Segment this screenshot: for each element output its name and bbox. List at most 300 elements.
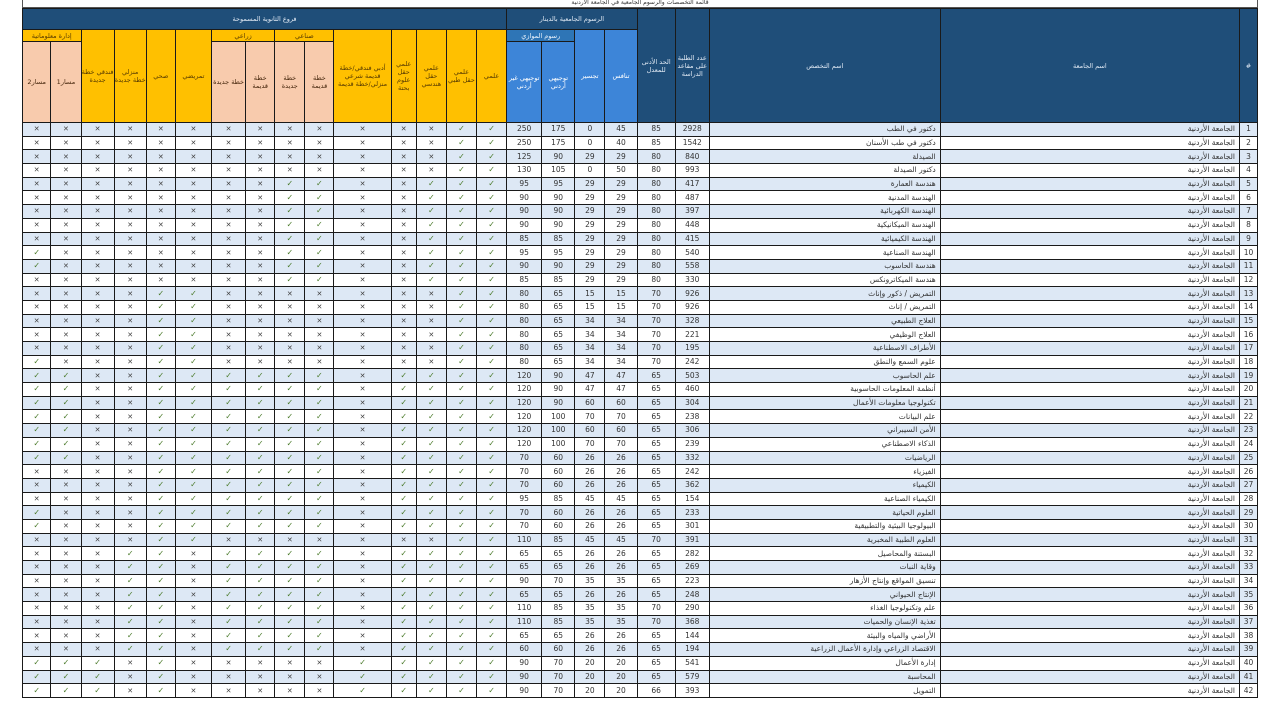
branch-home-new-cross-icon: ✕	[114, 123, 146, 137]
branch-sci-engineering-check-icon: ✓	[416, 492, 446, 506]
branch-agricultural-new-cross-icon: ✕	[212, 123, 246, 137]
branch-health-cross-icon: ✕	[146, 164, 175, 178]
competitive-fee-cell: 47	[605, 369, 637, 383]
branch-scientific-check-icon: ✓	[476, 328, 506, 342]
capacity-cell: 397	[675, 205, 709, 219]
branch-home-new-check-icon: ✓	[114, 574, 146, 588]
specialization-cell: التمريض / ذكور وإناث	[709, 287, 940, 301]
branch-scientific-check-icon: ✓	[476, 383, 506, 397]
capacity-cell: 541	[675, 656, 709, 670]
specialization-cell: الهندسة الميكانيكية	[709, 218, 940, 232]
branch-sci-medical-check-icon: ✓	[446, 246, 476, 260]
branch-scientific-check-icon: ✓	[476, 533, 506, 547]
branch-track-2-cross-icon: ✕	[23, 629, 51, 643]
branch-sci-pure-cross-icon: ✕	[391, 218, 416, 232]
branch-industrial-old-check-icon: ✓	[305, 519, 334, 533]
table-row	[23, 670, 1258, 684]
specialization-cell: البيولوجيا البيئية والتطبيقية	[709, 519, 940, 533]
specialization-cell: الإنتاج الحيواني	[709, 588, 940, 602]
capacity-cell: 558	[675, 259, 709, 273]
competitive-fee-cell: 40	[605, 136, 637, 150]
branch-track-2-cross-icon: ✕	[23, 314, 51, 328]
branch-literary-cross-icon: ✕	[334, 615, 391, 629]
branch-agricultural-new-check-icon: ✓	[212, 410, 246, 424]
parallel-jordanian-fee-cell: 175	[542, 123, 575, 137]
row-index: 10	[1239, 246, 1257, 260]
branch-sci-engineering-cross-icon: ✕	[416, 136, 446, 150]
bridging-fee-cell: 26	[575, 629, 605, 643]
min-average-cell: 65	[637, 574, 675, 588]
specialization-cell: الأراضي والمياه والبيئة	[709, 629, 940, 643]
branch-agricultural-new-cross-icon: ✕	[212, 355, 246, 369]
parallel-non-jordanian-fee-cell: 80	[507, 342, 542, 356]
parallel-non-jordanian-fee-cell: 85	[507, 232, 542, 246]
branch-sci-medical-check-icon: ✓	[446, 205, 476, 219]
specialization-cell: التمريض / إناث	[709, 300, 940, 314]
branch-sci-medical-check-icon: ✓	[446, 478, 476, 492]
row-index: 41	[1239, 670, 1257, 684]
parallel-jordanian-fee-cell: 95	[542, 246, 575, 260]
branch-sci-medical-check-icon: ✓	[446, 519, 476, 533]
branch-track-1-check-icon: ✓	[51, 451, 81, 465]
row-index: 21	[1239, 396, 1257, 410]
university-cell: الجامعة الأردنية	[940, 287, 1239, 301]
specialization-cell: دكتور في الطب	[709, 123, 940, 137]
branch-scientific-check-icon: ✓	[476, 136, 506, 150]
branch-sci-engineering-check-icon: ✓	[416, 615, 446, 629]
competitive-fee-cell: 15	[605, 300, 637, 314]
branch-scientific-check-icon: ✓	[476, 259, 506, 273]
branch-sci-pure-cross-icon: ✕	[391, 164, 416, 178]
university-cell: الجامعة الأردنية	[940, 314, 1239, 328]
branch-sci-medical-check-icon: ✓	[446, 656, 476, 670]
branch-literary-cross-icon: ✕	[334, 369, 391, 383]
capacity-cell: 393	[675, 684, 709, 698]
row-index: 23	[1239, 424, 1257, 438]
table-row	[23, 424, 1258, 438]
branch-industrial-new-check-icon: ✓	[275, 232, 305, 246]
branch-hotel-new-cross-icon: ✕	[81, 615, 114, 629]
branch-sci-medical-check-icon: ✓	[446, 670, 476, 684]
branch-sci-engineering-check-icon: ✓	[416, 519, 446, 533]
branch-health-check-icon: ✓	[146, 314, 175, 328]
branch-health-check-icon: ✓	[146, 602, 175, 616]
branch-nursing-check-icon: ✓	[175, 410, 211, 424]
bridging-fee-cell: 70	[575, 437, 605, 451]
branch-industrial-new-cross-icon: ✕	[275, 164, 305, 178]
branch-nursing-cross-icon: ✕	[175, 643, 211, 657]
branch-sci-pure-cross-icon: ✕	[391, 273, 416, 287]
branch-health-check-icon: ✓	[146, 684, 175, 698]
branch-agricultural-old-cross-icon: ✕	[246, 287, 275, 301]
university-cell: الجامعة الأردنية	[940, 396, 1239, 410]
competitive-fee-cell: 34	[605, 314, 637, 328]
branch-agricultural-old-cross-icon: ✕	[246, 355, 275, 369]
parallel-jordanian-fee-cell: 65	[542, 355, 575, 369]
university-cell: الجامعة الأردنية	[940, 218, 1239, 232]
branch-agricultural-old-check-icon: ✓	[246, 492, 275, 506]
branch-literary-cross-icon: ✕	[334, 314, 391, 328]
specialization-cell: الاقتصاد الزراعي وإدارة الأعمال الزراعية	[709, 643, 940, 657]
table-row	[23, 246, 1258, 260]
capacity-cell: 448	[675, 218, 709, 232]
parallel-jordanian-fee-cell: 85	[542, 273, 575, 287]
table-row	[23, 369, 1258, 383]
branch-hotel-new-cross-icon: ✕	[81, 574, 114, 588]
branch-industrial-new-check-icon: ✓	[275, 191, 305, 205]
branch-sci-pure-check-icon: ✓	[391, 506, 416, 520]
branch-agricultural-new-check-icon: ✓	[212, 437, 246, 451]
branch-sci-engineering-cross-icon: ✕	[416, 150, 446, 164]
branch-track-1-cross-icon: ✕	[51, 561, 81, 575]
branch-track-1-cross-icon: ✕	[51, 533, 81, 547]
table-row	[23, 383, 1258, 397]
bridging-fee-cell: 29	[575, 177, 605, 191]
university-cell: الجامعة الأردنية	[940, 136, 1239, 150]
branch-agricultural-new-cross-icon: ✕	[212, 342, 246, 356]
branch-agricultural-new-cross-icon: ✕	[212, 300, 246, 314]
branch-scientific-check-icon: ✓	[476, 656, 506, 670]
branch-nursing-check-icon: ✓	[175, 492, 211, 506]
branch-agricultural-old-cross-icon: ✕	[246, 259, 275, 273]
capacity-cell: 221	[675, 328, 709, 342]
branch-nursing-check-icon: ✓	[175, 478, 211, 492]
branch-home-new-check-icon: ✓	[114, 602, 146, 616]
table-row	[23, 629, 1258, 643]
branch-industrial-old-check-icon: ✓	[305, 478, 334, 492]
table-row	[23, 656, 1258, 670]
branch-sci-engineering-check-icon: ✓	[416, 191, 446, 205]
header-scientific: علمي	[476, 30, 506, 123]
branch-track-1-check-icon: ✓	[51, 670, 81, 684]
branch-industrial-old-check-icon: ✓	[305, 273, 334, 287]
parallel-jordanian-fee-cell: 100	[542, 437, 575, 451]
competitive-fee-cell: 45	[605, 123, 637, 137]
branch-sci-medical-check-icon: ✓	[446, 273, 476, 287]
branch-agricultural-old-cross-icon: ✕	[246, 328, 275, 342]
specializations-table	[22, 8, 1258, 698]
branch-sci-pure-cross-icon: ✕	[391, 287, 416, 301]
branch-sci-medical-check-icon: ✓	[446, 588, 476, 602]
parallel-jordanian-fee-cell: 90	[542, 150, 575, 164]
specialization-cell: الهندسة المدنية	[709, 191, 940, 205]
parallel-non-jordanian-fee-cell: 65	[507, 561, 542, 575]
branch-agricultural-new-cross-icon: ✕	[212, 218, 246, 232]
branch-scientific-check-icon: ✓	[476, 218, 506, 232]
parallel-non-jordanian-fee-cell: 120	[507, 383, 542, 397]
branch-agricultural-old-check-icon: ✓	[246, 574, 275, 588]
row-index: 12	[1239, 273, 1257, 287]
bridging-fee-cell: 15	[575, 287, 605, 301]
branch-nursing-check-icon: ✓	[175, 465, 211, 479]
branch-sci-medical-check-icon: ✓	[446, 410, 476, 424]
branch-health-cross-icon: ✕	[146, 150, 175, 164]
branch-scientific-check-icon: ✓	[476, 424, 506, 438]
capacity-cell: 487	[675, 191, 709, 205]
branch-health-check-icon: ✓	[146, 383, 175, 397]
competitive-fee-cell: 26	[605, 478, 637, 492]
parallel-jordanian-fee-cell: 65	[542, 588, 575, 602]
bridging-fee-cell: 47	[575, 383, 605, 397]
branch-sci-medical-check-icon: ✓	[446, 437, 476, 451]
branch-industrial-old-cross-icon: ✕	[305, 533, 334, 547]
parallel-jordanian-fee-cell: 100	[542, 424, 575, 438]
branch-agricultural-old-check-icon: ✓	[246, 424, 275, 438]
bridging-fee-cell: 26	[575, 588, 605, 602]
branch-agricultural-new-check-icon: ✓	[212, 369, 246, 383]
specialization-cell: البستنة والمحاصيل	[709, 547, 940, 561]
branch-agricultural-new-check-icon: ✓	[212, 519, 246, 533]
min-average-cell: 65	[637, 643, 675, 657]
branch-scientific-check-icon: ✓	[476, 451, 506, 465]
branch-track-1-cross-icon: ✕	[51, 602, 81, 616]
branch-hotel-new-cross-icon: ✕	[81, 150, 114, 164]
branch-agricultural-old-check-icon: ✓	[246, 588, 275, 602]
parallel-jordanian-fee-cell: 90	[542, 218, 575, 232]
bridging-fee-cell: 35	[575, 615, 605, 629]
branch-sci-medical-check-icon: ✓	[446, 451, 476, 465]
branch-hotel-new-cross-icon: ✕	[81, 383, 114, 397]
min-average-cell: 70	[637, 602, 675, 616]
branch-hotel-new-cross-icon: ✕	[81, 602, 114, 616]
branch-sci-engineering-cross-icon: ✕	[416, 342, 446, 356]
branch-sci-pure-check-icon: ✓	[391, 656, 416, 670]
capacity-cell: 362	[675, 478, 709, 492]
bridging-fee-cell: 29	[575, 232, 605, 246]
branch-track-2-cross-icon: ✕	[23, 287, 51, 301]
min-average-cell: 65	[637, 656, 675, 670]
branch-sci-engineering-check-icon: ✓	[416, 465, 446, 479]
min-average-cell: 65	[637, 396, 675, 410]
branch-industrial-new-check-icon: ✓	[275, 506, 305, 520]
branch-track-1-cross-icon: ✕	[51, 588, 81, 602]
capacity-cell: 840	[675, 150, 709, 164]
table-body	[23, 123, 1258, 698]
min-average-cell: 65	[637, 369, 675, 383]
branch-hotel-new-cross-icon: ✕	[81, 410, 114, 424]
branch-hotel-new-cross-icon: ✕	[81, 123, 114, 137]
parallel-jordanian-fee-cell: 105	[542, 164, 575, 178]
competitive-fee-cell: 26	[605, 451, 637, 465]
branch-industrial-new-check-icon: ✓	[275, 588, 305, 602]
branch-track-2-cross-icon: ✕	[23, 300, 51, 314]
competitive-fee-cell: 60	[605, 396, 637, 410]
branch-hotel-new-cross-icon: ✕	[81, 478, 114, 492]
branch-track-2-cross-icon: ✕	[23, 232, 51, 246]
specialization-cell: الصيدلة	[709, 150, 940, 164]
branch-home-new-cross-icon: ✕	[114, 259, 146, 273]
header-track-2: مسار2	[23, 42, 51, 123]
university-cell: الجامعة الأردنية	[940, 355, 1239, 369]
branch-industrial-new-check-icon: ✓	[275, 273, 305, 287]
branch-sci-pure-check-icon: ✓	[391, 424, 416, 438]
branch-home-new-cross-icon: ✕	[114, 506, 146, 520]
bridging-fee-cell: 20	[575, 684, 605, 698]
table-row	[23, 136, 1258, 150]
branch-industrial-old-cross-icon: ✕	[305, 670, 334, 684]
competitive-fee-cell: 29	[605, 177, 637, 191]
branch-hotel-new-cross-icon: ✕	[81, 629, 114, 643]
branch-health-check-icon: ✓	[146, 561, 175, 575]
branch-agricultural-old-cross-icon: ✕	[246, 177, 275, 191]
branch-agricultural-new-cross-icon: ✕	[212, 136, 246, 150]
parallel-non-jordanian-fee-cell: 90	[507, 218, 542, 232]
branch-literary-cross-icon: ✕	[334, 561, 391, 575]
row-index: 22	[1239, 410, 1257, 424]
table-row	[23, 451, 1258, 465]
university-cell: الجامعة الأردنية	[940, 492, 1239, 506]
branch-scientific-check-icon: ✓	[476, 670, 506, 684]
competitive-fee-cell: 35	[605, 615, 637, 629]
branch-track-1-cross-icon: ✕	[51, 478, 81, 492]
specialization-cell: وقاية النبات	[709, 561, 940, 575]
parallel-jordanian-fee-cell: 65	[542, 287, 575, 301]
university-cell: الجامعة الأردنية	[940, 424, 1239, 438]
competitive-fee-cell: 34	[605, 342, 637, 356]
capacity-cell: 926	[675, 287, 709, 301]
branch-scientific-check-icon: ✓	[476, 369, 506, 383]
capacity-cell: 242	[675, 465, 709, 479]
capacity-cell: 330	[675, 273, 709, 287]
branch-industrial-new-cross-icon: ✕	[275, 656, 305, 670]
branch-agricultural-new-cross-icon: ✕	[212, 328, 246, 342]
branch-nursing-cross-icon: ✕	[175, 684, 211, 698]
min-average-cell: 65	[637, 465, 675, 479]
branch-industrial-new-check-icon: ✓	[275, 629, 305, 643]
branch-agricultural-new-check-icon: ✓	[212, 383, 246, 397]
branch-hotel-new-cross-icon: ✕	[81, 287, 114, 301]
branch-track-2-cross-icon: ✕	[23, 342, 51, 356]
branch-sci-pure-check-icon: ✓	[391, 451, 416, 465]
specialization-cell: الهندسة الصناعية	[709, 246, 940, 260]
branch-nursing-cross-icon: ✕	[175, 574, 211, 588]
branch-hotel-new-cross-icon: ✕	[81, 369, 114, 383]
branch-health-check-icon: ✓	[146, 410, 175, 424]
branch-hotel-new-cross-icon: ✕	[81, 588, 114, 602]
branch-track-2-check-icon: ✓	[23, 506, 51, 520]
branch-hotel-new-cross-icon: ✕	[81, 561, 114, 575]
branch-nursing-cross-icon: ✕	[175, 259, 211, 273]
branch-track-2-cross-icon: ✕	[23, 615, 51, 629]
branch-track-2-cross-icon: ✕	[23, 123, 51, 137]
branch-scientific-check-icon: ✓	[476, 615, 506, 629]
branch-hotel-new-cross-icon: ✕	[81, 355, 114, 369]
parallel-non-jordanian-fee-cell: 130	[507, 164, 542, 178]
table-row	[23, 314, 1258, 328]
row-index: 33	[1239, 561, 1257, 575]
branch-track-1-cross-icon: ✕	[51, 300, 81, 314]
branch-agricultural-old-check-icon: ✓	[246, 478, 275, 492]
branch-literary-cross-icon: ✕	[334, 629, 391, 643]
university-cell: الجامعة الأردنية	[940, 547, 1239, 561]
branch-home-new-cross-icon: ✕	[114, 478, 146, 492]
branch-sci-pure-cross-icon: ✕	[391, 355, 416, 369]
branch-agricultural-old-check-icon: ✓	[246, 383, 275, 397]
branch-hotel-new-check-icon: ✓	[81, 684, 114, 698]
capacity-cell: 417	[675, 177, 709, 191]
table-row	[23, 684, 1258, 698]
parallel-non-jordanian-fee-cell: 95	[507, 246, 542, 260]
branch-home-new-cross-icon: ✕	[114, 342, 146, 356]
branch-sci-medical-check-icon: ✓	[446, 383, 476, 397]
branch-agricultural-old-check-icon: ✓	[246, 602, 275, 616]
university-cell: الجامعة الأردنية	[940, 643, 1239, 657]
branch-track-1-check-icon: ✓	[51, 396, 81, 410]
min-average-cell: 80	[637, 259, 675, 273]
parallel-jordanian-fee-cell: 85	[542, 232, 575, 246]
header-competitive: تنافس	[605, 30, 637, 123]
branch-scientific-check-icon: ✓	[476, 629, 506, 643]
branch-sci-engineering-check-icon: ✓	[416, 424, 446, 438]
branch-scientific-check-icon: ✓	[476, 588, 506, 602]
table-row	[23, 273, 1258, 287]
header-agricultural-group: زراعي	[212, 30, 275, 42]
bridging-fee-cell: 45	[575, 492, 605, 506]
parallel-non-jordanian-fee-cell: 70	[507, 506, 542, 520]
branch-sci-medical-check-icon: ✓	[446, 191, 476, 205]
capacity-cell: 540	[675, 246, 709, 260]
branch-home-new-cross-icon: ✕	[114, 246, 146, 260]
branch-agricultural-old-check-icon: ✓	[246, 519, 275, 533]
table-row	[23, 602, 1258, 616]
university-cell: الجامعة الأردنية	[940, 478, 1239, 492]
branch-track-2-check-icon: ✓	[23, 519, 51, 533]
branch-literary-cross-icon: ✕	[334, 643, 391, 657]
row-index: 40	[1239, 656, 1257, 670]
table-row	[23, 396, 1258, 410]
branch-scientific-check-icon: ✓	[476, 191, 506, 205]
branch-sci-engineering-cross-icon: ✕	[416, 328, 446, 342]
branch-sci-engineering-check-icon: ✓	[416, 273, 446, 287]
branch-track-2-cross-icon: ✕	[23, 205, 51, 219]
branch-track-2-check-icon: ✓	[23, 355, 51, 369]
capacity-cell: 195	[675, 342, 709, 356]
branch-agricultural-new-cross-icon: ✕	[212, 191, 246, 205]
table-row	[23, 643, 1258, 657]
branch-sci-pure-cross-icon: ✕	[391, 150, 416, 164]
branch-home-new-cross-icon: ✕	[114, 519, 146, 533]
capacity-cell: 579	[675, 670, 709, 684]
branch-agricultural-old-cross-icon: ✕	[246, 684, 275, 698]
competitive-fee-cell: 35	[605, 574, 637, 588]
branch-industrial-old-cross-icon: ✕	[305, 314, 334, 328]
branch-hotel-new-cross-icon: ✕	[81, 300, 114, 314]
branch-sci-medical-check-icon: ✓	[446, 561, 476, 575]
branch-sci-medical-check-icon: ✓	[446, 123, 476, 137]
branch-sci-medical-check-icon: ✓	[446, 164, 476, 178]
branch-literary-cross-icon: ✕	[334, 410, 391, 424]
branch-agricultural-new-check-icon: ✓	[212, 506, 246, 520]
branch-sci-medical-check-icon: ✓	[446, 287, 476, 301]
branch-industrial-new-check-icon: ✓	[275, 383, 305, 397]
branch-nursing-cross-icon: ✕	[175, 177, 211, 191]
table-row	[23, 492, 1258, 506]
branch-agricultural-old-check-icon: ✓	[246, 451, 275, 465]
capacity-cell: 332	[675, 451, 709, 465]
branch-scientific-check-icon: ✓	[476, 437, 506, 451]
branch-industrial-new-cross-icon: ✕	[275, 314, 305, 328]
bridging-fee-cell: 34	[575, 342, 605, 356]
branch-scientific-check-icon: ✓	[476, 273, 506, 287]
branch-nursing-cross-icon: ✕	[175, 273, 211, 287]
branch-industrial-old-check-icon: ✓	[305, 369, 334, 383]
branch-health-check-icon: ✓	[146, 451, 175, 465]
branch-home-new-cross-icon: ✕	[114, 205, 146, 219]
min-average-cell: 80	[637, 246, 675, 260]
branch-track-2-cross-icon: ✕	[23, 478, 51, 492]
branch-sci-medical-check-icon: ✓	[446, 629, 476, 643]
branch-sci-pure-check-icon: ✓	[391, 478, 416, 492]
